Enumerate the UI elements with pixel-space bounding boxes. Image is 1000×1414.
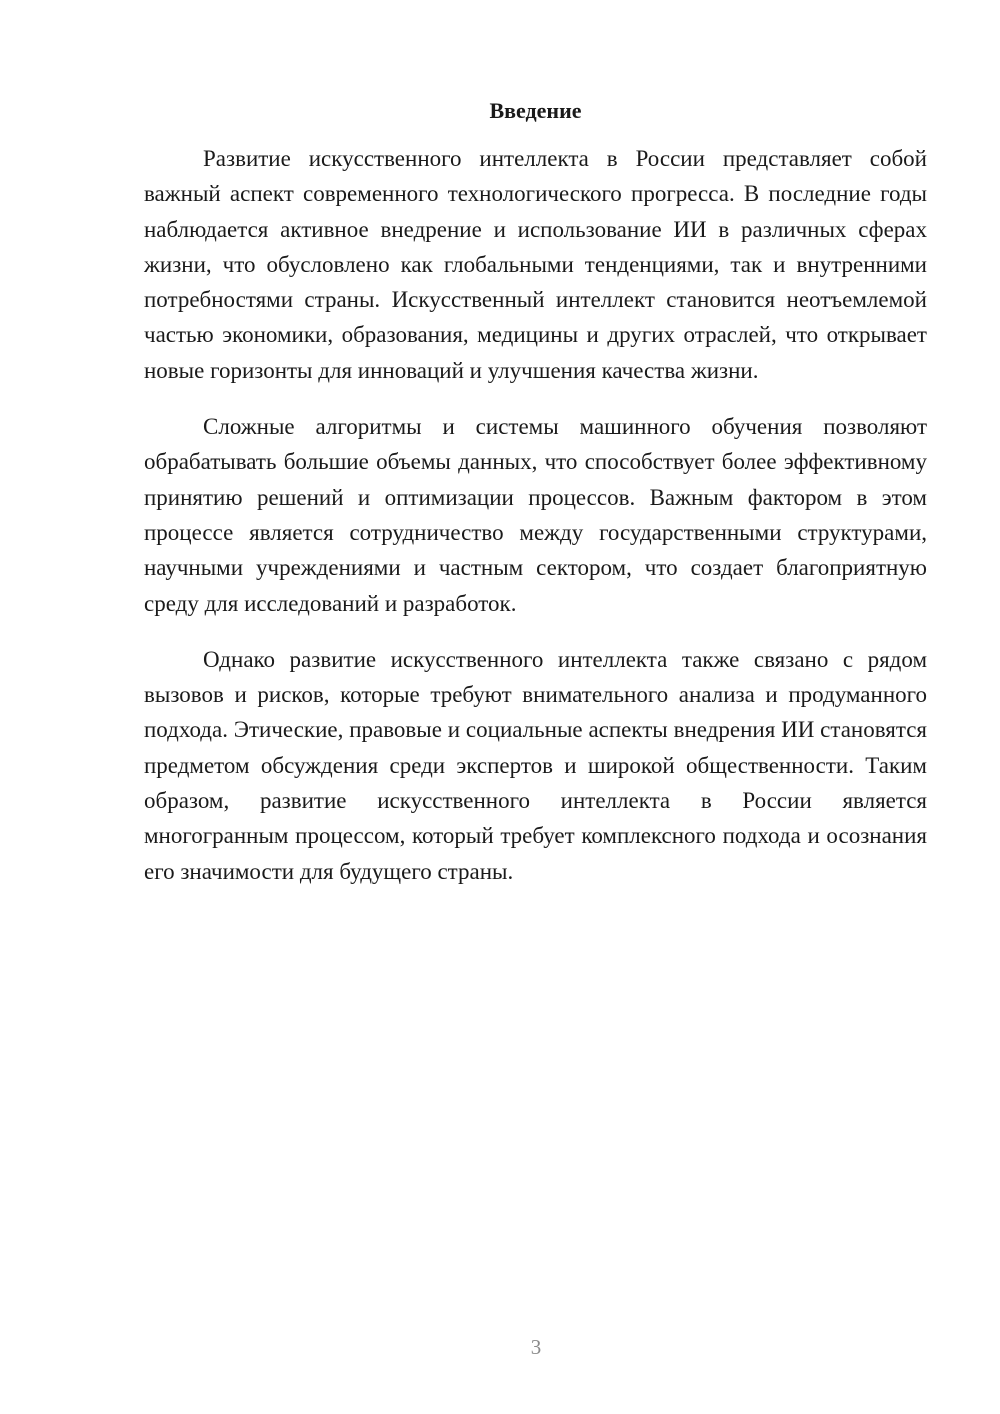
paragraph-3: Однако развитие искусственного интеллекта также связано с рядом вызовов и рисков, которые требуют внимательного анализа и продуманного подхода. Этические, правовые и социальные аспекты внедрения ИИ становятся предметом обсуждения среди экспертов и широкой общественности. Таким образом, развитие искусственного интеллекта в России является многогранным процессом, который требует комплексного подхода и осознания его значимости для будущего страны.: [144, 646, 927, 884]
section-title: Введение: [489, 98, 582, 123]
paragraph-2: Сложные алгоритмы и системы машинного обучения позволяют обрабатывать большие объемы данных, что способствует более эффективному принятию решений и оптимизации процессов. Важным фактором в этом процессе является сотрудничество между государственными структурами, научными учреждениями и частным сектором, что создает благоприятную среду для исследований и разработок.: [144, 414, 927, 616]
document-body: [144, 95, 927, 910]
page-number: 3: [530, 1335, 542, 1359]
paragraph-1: Развитие искусственного интеллекта в России представляет собой важный аспект современного технологического прогресса. В последние годы наблюдается активное внедрение и использование ИИ в различных сферах жизни, что обусловлено как глобальными тенденциями, так и внутренними потребностями страны. Искусственный интеллект становится неотъемлемой частью экономики, образования, медицины и других отраслей, что открывает новые горизонты для инноваций и улучшения качества жизни.: [144, 146, 927, 383]
